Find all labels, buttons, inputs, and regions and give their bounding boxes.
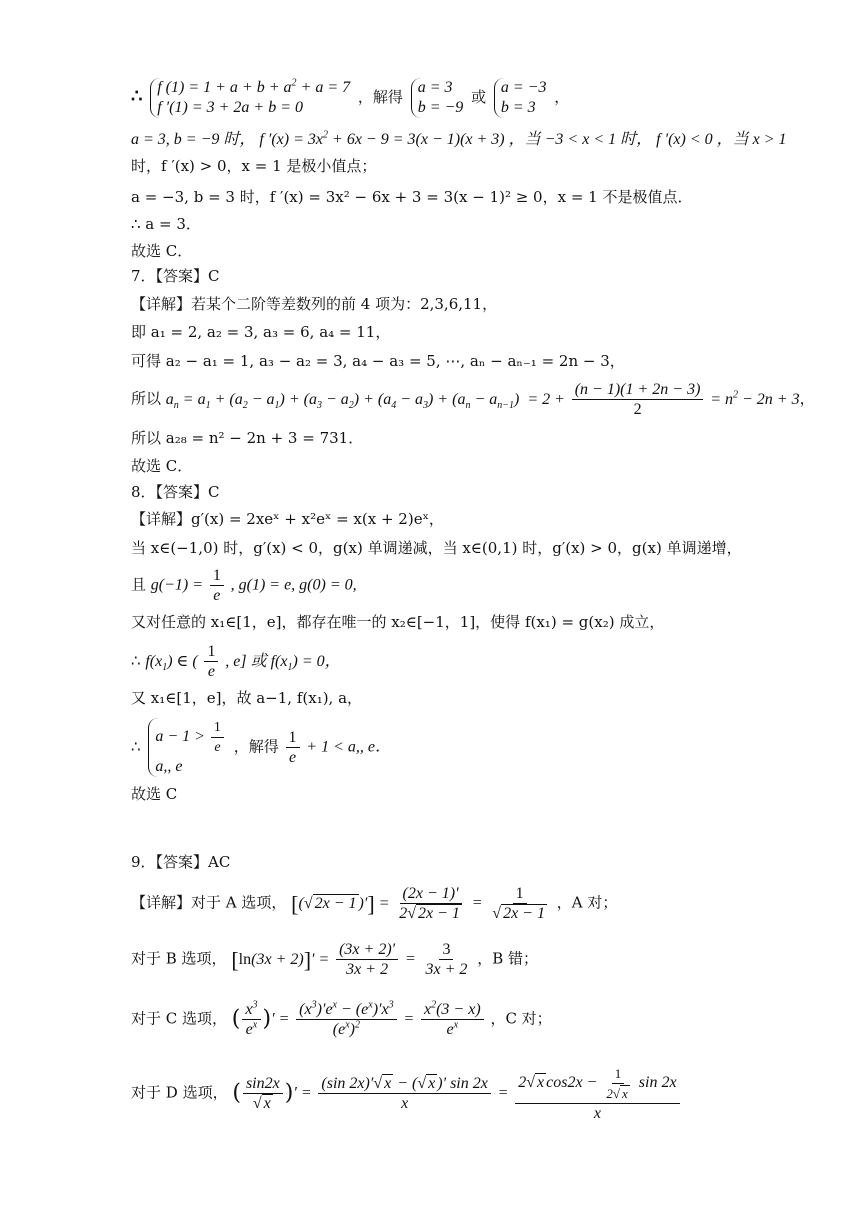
solution-2: a = −3 b = 3 bbox=[494, 78, 547, 118]
text-line: 又 x₁∈[1，e]，故 a−1, f(x₁), a， bbox=[131, 689, 363, 707]
text-line: ∴ a − 1 > $\frac{1}{e}$ a,, e ，解得 $\frac{1}{e}$ + 1 < a,, e． bbox=[131, 720, 391, 775]
option-a-line: 【详解】对于 A 选项， [(√ 2x − 1 )′] = $\frac{(2x - 1)'}{2√ 2x - 1}$ = $\frac{1}{√ 2x - 1}$ ，A 对； bbox=[131, 885, 618, 922]
equation-system: a − 1 > $\frac{1}{e}$ a,, e bbox=[148, 718, 226, 777]
answer-heading: 9．【答案】AC bbox=[131, 853, 231, 871]
answer-heading: 8．【答案】C bbox=[131, 483, 220, 501]
fraction: $\frac{3}{3x + 2}$ bbox=[425, 941, 468, 978]
fraction: $\frac{(3x + 2)'}{3x + 2}$ bbox=[336, 940, 398, 979]
fraction: $\frac{(x^3)'e^x - (e^x)'x^3}{(e^x)^2}$ bbox=[296, 1000, 396, 1039]
fraction: $\frac{1}{√ 2x - 1}$ bbox=[492, 885, 545, 922]
text-line: 时，f ′(x) > 0，x = 1 是极小值点； bbox=[131, 157, 377, 175]
fraction: $\frac{1}{e}$ bbox=[204, 642, 218, 681]
text-line: 故选 C． bbox=[131, 242, 193, 260]
fraction: $\frac{x^3}{e^x}$ bbox=[242, 1000, 260, 1039]
fraction: $\frac{(\sin 2x)'√ x - (√ x )' \sin 2x}{x}$ bbox=[318, 1074, 490, 1113]
solution-1: a = 3 b = −9 bbox=[411, 78, 464, 118]
text-line: 故选 C bbox=[131, 785, 178, 803]
text-line: 可得 a₂ − a₁ = 1, a₃ − a₂ = 3, a₄ − a₃ = 5, ⋯, aₙ − aₙ₋₁ = 2n − 3， bbox=[131, 352, 625, 370]
equation-system: f $(1) = 1 + a + b + a^2 + a = 7$ f ′(1) = 3 + 2a + b = 0 bbox=[150, 78, 350, 118]
text-line: ∴ a = 3． bbox=[131, 215, 201, 233]
fraction: 2√ x cos2x − $\frac{1}{2√ x}$ sin 2x x bbox=[515, 1064, 679, 1123]
fraction: $\frac{x^2(3 - x)}{e^x}$ bbox=[421, 1000, 484, 1039]
text-line: a = −3, b = 3 时，f ′(x) = 3x² − 6x + 3 = 3(x − 1)² ≥ 0，x = 1 不是极值点． bbox=[131, 188, 693, 206]
text-line: 【详解】若某个二阶等差数列的前 4 项为：2,3,6,11， bbox=[131, 295, 498, 313]
text-line: 当 x∈(−1,0) 时，g′(x) < 0，g(x) 单调递减，当 x∈(0,1) 时，g′(x) > 0，g(x) 单调递增， bbox=[131, 539, 742, 557]
text-line: 又对任意的 x₁∈[1，e]，都存在唯一的 x₂∈[−1，1]，使得 f(x₁) = g(x₂) 成立， bbox=[131, 613, 665, 631]
system-equation-line: ∴ f $(1) = 1 + a + b + a^2 + a = 7$ f ′(1) = 3 + 2a + b = 0 ，解得 a = 3 b = −9 或 a = −3 b = 3 ， bbox=[131, 77, 570, 116]
fraction: $\frac{1}{e}$ bbox=[210, 566, 224, 605]
fraction: $\frac{(n - 1)(1 + 2n - 3)}{2}$ bbox=[572, 380, 704, 419]
text-line: 即 a₁ = 2, a₂ = 3, a₃ = 6, a₄ = 11， bbox=[131, 323, 391, 341]
fraction: $\frac{1}{e}$ bbox=[286, 728, 300, 767]
fraction: $\frac{\sin 2x}{√ x}$ bbox=[243, 1074, 283, 1113]
answer-heading: 7．【答案】C bbox=[131, 267, 220, 285]
sum-formula-line: 所以 $a_n = a_1 + (a_2 - a_1) + (a_3 - a_2) + (a_4 - a_3) + (a_n - a_{n-1}) = 2$ + $\frac{(n - 1)(1 + 2n - 3)}{2}$ = $n^2 - 2n + 3$， bbox=[131, 381, 815, 418]
text-line: ∴ $f(x_1)$ ∈ ( $\frac{1}{e}$ , e] 或 $f(x_1) = 0$， bbox=[131, 643, 341, 680]
option-d-line: 对于 D 选项， ( $\frac{\sin 2x}{√ x}$ )′ = $\frac{(\sin 2x)'√ x - (√ x )' \sin 2x}{x}$ = 2√ x cos2x − $\frac{1}{2√ x}$ sin 2x x bbox=[131, 1064, 682, 1123]
text-line: 且 g(−1) = $\frac{1}{e}$ , g(1) = e, g(0) = 0, bbox=[131, 567, 357, 604]
text-line: a = 3, b = −9 时， f $'(x) = 3x^2 + 6x - 9 = 3(x - 1)(x + 3)$ ，当 −3 < x < 1 时， f ′(x) < 0 ，当 x > 1 bbox=[131, 129, 787, 148]
text-line: 故选 C． bbox=[131, 457, 193, 475]
text-line: 【详解】g′(x) = 2xeˣ + x²eˣ = x(x + 2)eˣ， bbox=[131, 510, 444, 528]
option-c-line: 对于 C 选项， ( $\frac{x^3}{e^x}$ )′ = $\frac{(x^3)'e^x - (e^x)'x^3}{(e^x)^2}$ = $\frac{x^2(3 - x)}{e^x}$ ，C 对； bbox=[131, 999, 552, 1038]
fraction: $\frac{(2x - 1)'}{2√ 2x - 1}$ bbox=[399, 885, 460, 922]
text-line: 所以 a₂₈ = n² − 2n + 3 = 731． bbox=[131, 429, 364, 447]
option-b-line: 对于 B 选项， [ln(3x + 2)]′ = $\frac{(3x + 2)'}{3x + 2}$ = $\frac{3}{3x + 2}$ ，B 错； bbox=[131, 941, 538, 978]
